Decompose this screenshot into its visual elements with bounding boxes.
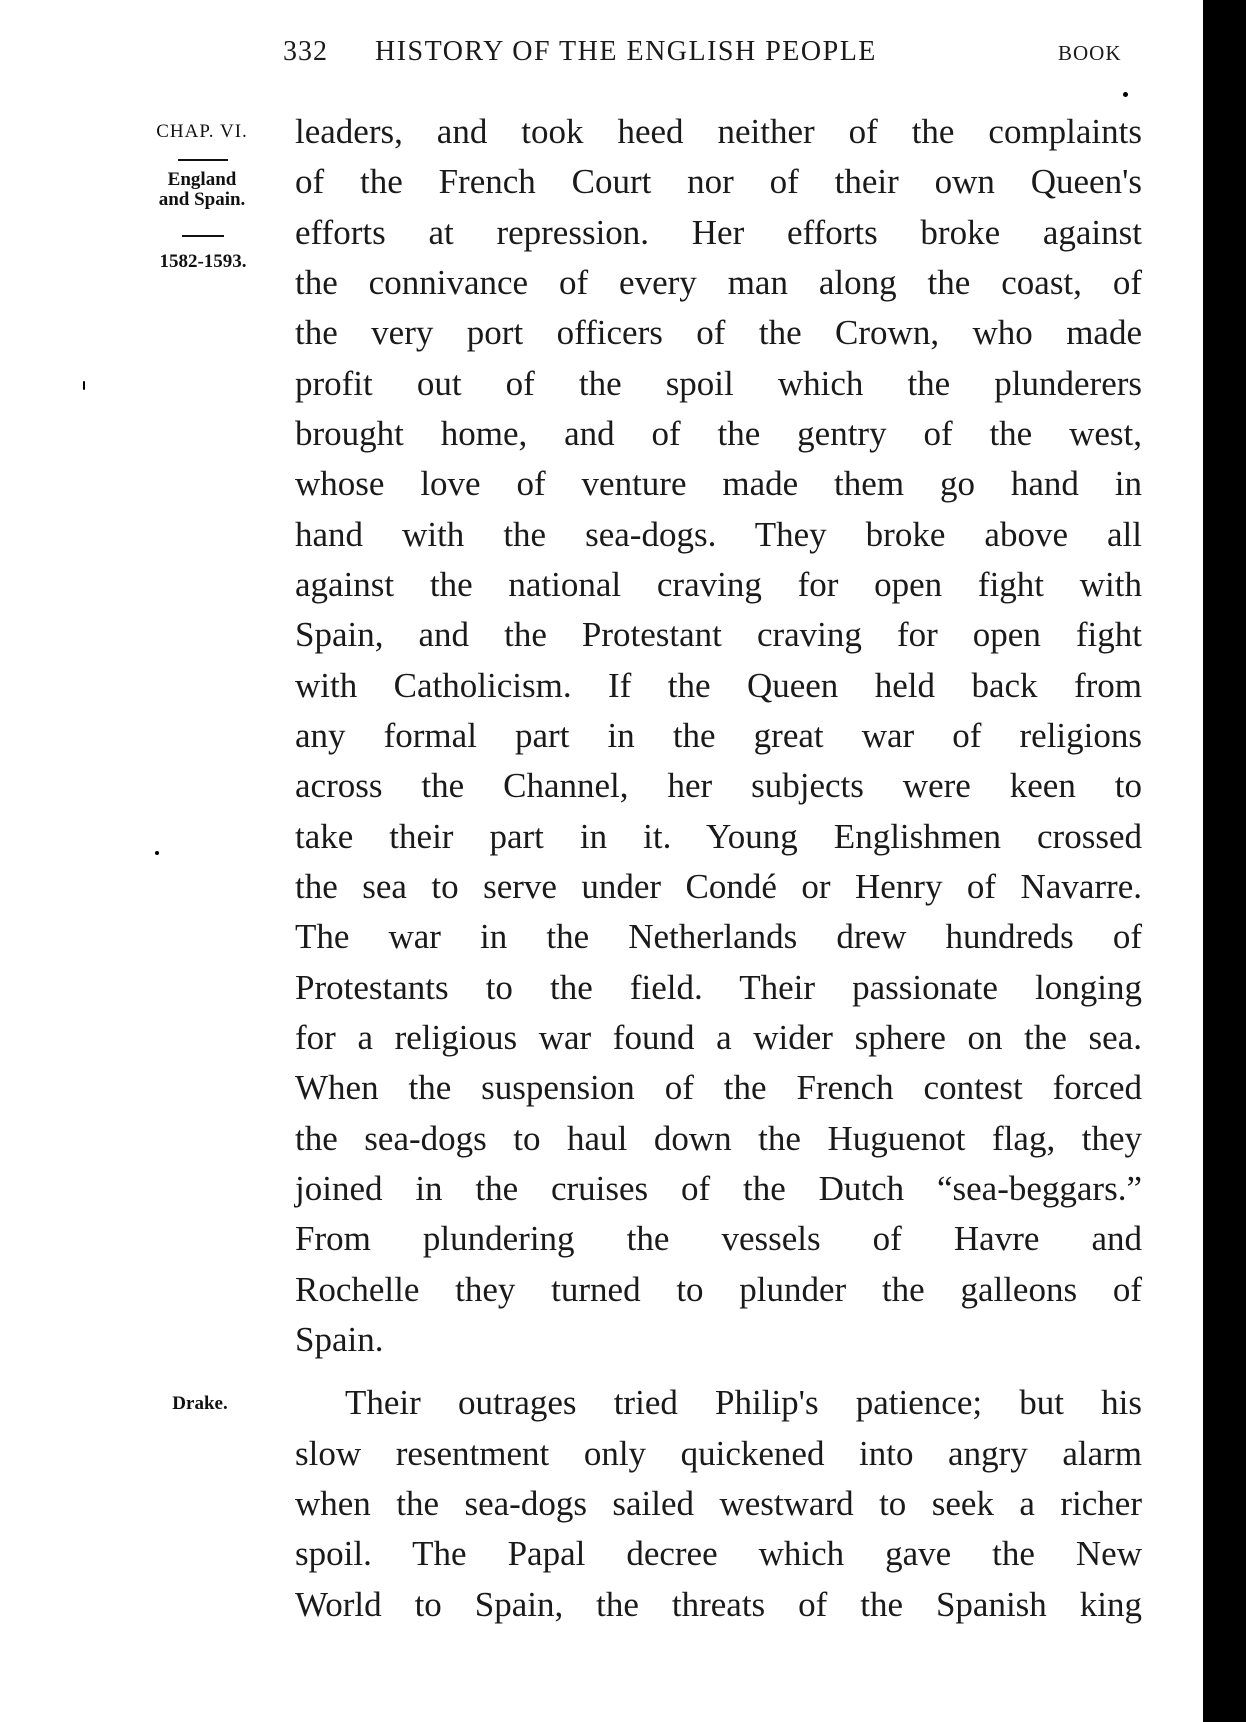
book-label: BOOK — [1058, 41, 1122, 65]
running-header — [283, 36, 1143, 76]
running-title: HISTORY OF THE ENGLISH PEOPLE — [375, 36, 877, 67]
body-text-line: Rochelle they turned to plunder the galleons of — [295, 1270, 1142, 1309]
body-text-line: profit out of the spoil which the plunderers — [295, 364, 1142, 403]
sidenote-topic-line1: England — [167, 169, 237, 190]
sidenote-dates: 1582-1593. — [159, 251, 247, 272]
body-text-line: hand with the sea-dogs. They broke above all — [295, 515, 1142, 554]
body-text-line: against the national craving for open fight with — [295, 565, 1142, 604]
body-text-line: Protestants to the field. Their passionate longing — [295, 968, 1142, 1007]
sidenote-rule — [182, 235, 224, 237]
body-text-line: the sea to serve under Condé or Henry of Navarre. — [295, 867, 1142, 906]
speck-mark — [155, 851, 159, 855]
body-text-line: efforts at repression. Her efforts broke against — [295, 213, 1142, 252]
body-text-line: slow resentment only quickened into angry alarm — [295, 1434, 1142, 1473]
sidenote-chapter: CHAP. VI. — [156, 121, 248, 142]
sidenote-rule — [178, 159, 228, 161]
body-text-line: take their part in it. Young Englishmen crossed — [295, 817, 1142, 856]
body-text-line: spoil. The Papal decree which gave the New — [295, 1534, 1142, 1573]
body-text-line: joined in the cruises of the Dutch “sea-beggars.” — [295, 1169, 1142, 1208]
body-text-line: whose love of venture made them go hand in — [295, 464, 1142, 503]
body-text-line: Spain. — [295, 1320, 384, 1359]
body-text-line: for a religious war found a wider sphere on the sea. — [295, 1018, 1142, 1057]
sidenote-drake: Drake. — [172, 1393, 228, 1414]
body-text-line: across the Channel, her subjects were keen to — [295, 766, 1142, 805]
body-text-line: World to Spain, the threats of the Spanish king — [295, 1585, 1142, 1624]
speck-mark — [83, 381, 85, 390]
body-text-line: leaders, and took heed neither of the complaints — [295, 112, 1142, 151]
body-text-line: the sea-dogs to haul down the Huguenot flag, they — [295, 1119, 1142, 1158]
body-text-line: the very port officers of the Crown, who made — [295, 313, 1142, 352]
body-text-line: the connivance of every man along the coast, of — [295, 263, 1142, 302]
body-text-line: of the French Court nor of their own Queen's — [295, 162, 1142, 201]
body-text-line: with Catholicism. If the Queen held back from — [295, 666, 1142, 705]
body-text-line: From plundering the vessels of Havre and — [295, 1219, 1142, 1258]
speck-mark — [1123, 92, 1128, 97]
body-text-line: brought home, and of the gentry of the west, — [295, 414, 1142, 453]
body-text-line: Spain, and the Protestant craving for open fight — [295, 615, 1142, 654]
scan-edge-border — [1203, 0, 1246, 1722]
page-number: 332 — [283, 36, 328, 67]
body-text-line: any formal part in the great war of religions — [295, 716, 1142, 755]
body-text-line: when the sea-dogs sailed westward to seek a richer — [295, 1484, 1142, 1523]
sidenote-topic-line2: and Spain. — [158, 189, 246, 210]
body-text-line: The war in the Netherlands drew hundreds of — [295, 917, 1142, 956]
body-text-line: When the suspension of the French contest forced — [295, 1068, 1142, 1107]
body-text-line: Their outrages tried Philip's patience; but his — [345, 1383, 1142, 1422]
